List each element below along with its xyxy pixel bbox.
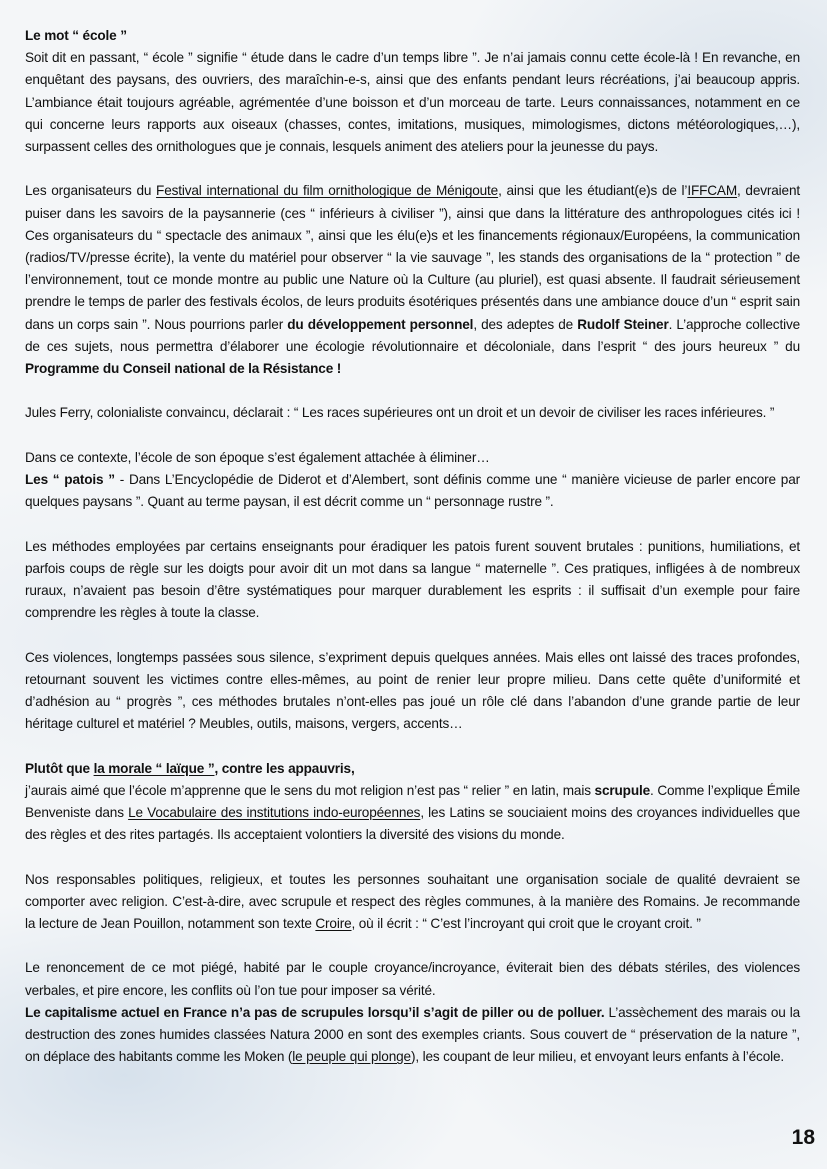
document-page (25, 25, 800, 1091)
subheading-morale: Plutôt que la morale “ laïque ”, contre les appauvris, (25, 760, 355, 776)
paragraph-renoncement: Le renoncement de ce mot piégé, habité par le couple croyance/incroyance, éviterait bien des débats stériles, des violences verbales, et pire encore, les conflits où l’on tue pour imposer sa vérité. (25, 960, 800, 998)
section-title: Le mot “ école ” (25, 28, 127, 43)
paragraph-contexte: Dans ce contexte, l’école de son époque s’est également attachée à éliminer… (25, 449, 490, 465)
link-peuple-qui-plonge[interactable]: le peuple qui plonge (292, 1049, 411, 1065)
bold-programme-cnr: Programme du Conseil national de la Résistance ! (25, 361, 342, 377)
paragraph-organisateurs: Les organisateurs du Festival international du film ornithologique de Ménigoute, ainsi que les étudiant(e)s de l’IFFCAM, devraient puiser dans les savoirs de la paysannerie (ces “ inférieurs à civiliser ”), ainsi que dans la littérature des anthropologues cités ici ! Ces organisateurs du “ spectacle des animaux ”, ainsi que les élu(e)s et les financements régionaux/Européens, la communication (radios/TV/presse écrite), la vente du matériel pour observer “ la vie sauvage ”, les stands des organisations de la “ protection ” de l’environnement, tout ce monde montre au public une Nature où la Culture (au pluriel), est quasi absente. Il faudrait sérieusement prendre le temps de parler des festivals écolos, de leurs produits ésotériques présentés dans une ambiance douce d’un “ esprit sain dans un corps sain ”. Nous pourrions parler du développement personnel, des adeptes de Rudolf Steiner. L’approche collective de ces sujets, nous permettra d’élaborer une écologie révolutionnaire et décoloniale, dans l’esprit “ des jours heureux ” du Programme du Conseil national de la Résistance ! (25, 183, 801, 377)
bold-patois: Les “ patois ” (25, 472, 115, 488)
bold-rudolf-steiner: Rudolf Steiner (577, 316, 669, 332)
paragraph-jules-ferry: Jules Ferry, colonialiste convaincu, déclarait : “ Les races supérieures ont un droit et un devoir de civiliser les races inférieures. ” (25, 405, 775, 421)
bold-scrupule: scrupule (594, 782, 651, 798)
link-morale-laique[interactable]: la morale “ laïque ” (93, 760, 215, 776)
link-festival-menigoute[interactable]: Festival international du film ornithologique de Ménigoute (156, 183, 499, 199)
paragraph-capitalisme: Le capitalisme actuel en France n’a pas de scrupules lorsqu’il s’agit de piller ou de polluer. L’assèchement des marais ou la destruction des zones humides classées Natura 2000 en sont des exemples criants. Sous couvert de “ préservation de la nature ”, on déplace des habitants comme les Moken (le peuple qui plonge), les coupant de leur milieu, et envoyant leurs enfants à l’école. (25, 1004, 801, 1065)
paragraph-violences: Ces violences, longtemps passées sous silence, s’expriment depuis quelques années. Mais elles ont laissé des traces profondes, retournant souvent les victimes contre elles-mêmes, au point de renier leur propre milieu. Dans cette quête d’uniformité et d’adhésion au “ progrès ”, ces méthodes brutales n’ont-elles pas joué un rôle clé dans l’abandon d’une grande partie de leur héritage culturel et matériel ? Meubles, outils, maisons, vergers, accents… (25, 649, 800, 732)
link-iffcam[interactable]: IFFCAM (687, 183, 738, 199)
bold-developpement-personnel: du développement personnel (287, 316, 474, 332)
paragraph-responsables: Nos responsables politiques, religieux, et toutes les personnes souhaitant une organisation sociale de qualité devraient se comporter avec religion. C’est-à-dire, avec scrupule et respect des règles communes, à la manière des Romains. Je recommande la lecture de Jean Pouillon, notamment son texte Croire, où il écrit : “ C’est l’incroyant qui croit que le croyant croit. ” (25, 871, 800, 932)
link-vocabulaire-institutions[interactable]: Le Vocabulaire des institutions indo-européennes (128, 805, 421, 821)
paragraph-religion: j’aurais aimé que l’école m’apprenne que le sens du mot religion n’est pas “ relier ” en latin, mais scrupule. Comme l’explique Émile Benveniste dans Le Vocabulaire des institutions indo-européennes, les Latins se souciaient moins des croyances individuelles que des règles et des rites partagés. Ils acceptaient volontiers la diversité des visions du monde. (25, 782, 801, 843)
page-number: 18 (791, 1126, 815, 1149)
paragraph-methodes: Les méthodes employées par certains enseignants pour éradiquer les patois furent souvent brutales : punitions, humiliations, et parfois coups de règle sur les doigts pour avoir dit un mot dans sa langue “ maternelle ”. Ces pratiques, infligées à de nombreux ruraux, n’avaient pas besoin d’être systématiques pour marquer durablement les esprits : il suffisait d’un exemple pour faire comprendre les règles à toute la classe. (25, 538, 800, 621)
paragraph-patois: Les “ patois ” - Dans L’Encyclopédie de Diderot et d’Alembert, sont définis comme une “ manière vicieuse de parler encore par quelques paysans ”. Quant au terme paysan, il est décrit comme un “ personnage rustre ”. (25, 472, 800, 510)
paragraph-ecole: Soit dit en passant, “ école ” signifie “ étude dans le cadre d’un temps libre ”. Je n’ai jamais connu cette école-là ! En revanche, en enquêtant des paysans, des ouvriers, des maraîchin-e-s, ainsi que des enfants pendant leurs récréations, j’ai beaucoup appris. L’ambiance était toujours agréable, agrémentée d’une boisson et d’un morceau de tarte. Leurs connaissances, notamment en ce qui concerne leurs rapports aux oiseaux (chasses, contes, imitations, musiques, mimologismes, dictons météorologiques,…), surpassent celles des ornithologues que je connais, lesquels animent des ateliers pour la jeunesse du pays. (25, 50, 800, 155)
bold-capitalisme: Le capitalisme actuel en France n’a pas de scrupules lorsqu’il s’agit de piller ou de polluer. (25, 1004, 605, 1020)
link-croire[interactable]: Croire (315, 916, 352, 932)
